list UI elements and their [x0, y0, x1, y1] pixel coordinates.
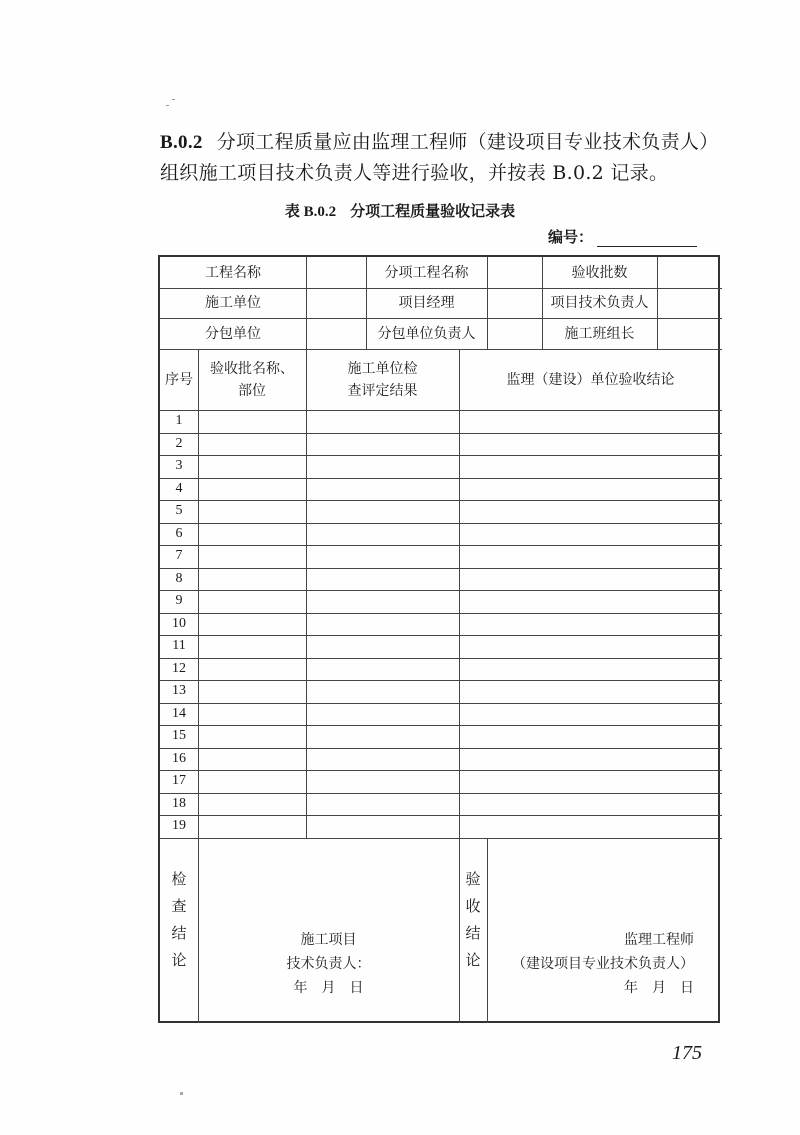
batch-name-field[interactable]	[198, 523, 306, 546]
header-seq: 序号	[165, 371, 193, 388]
row-number: 16	[172, 750, 186, 766]
header-batch-name: 验收批名称、部位	[210, 360, 294, 399]
supervisor-result-field[interactable]	[459, 703, 722, 726]
batch-name-field[interactable]	[198, 478, 306, 501]
label-char: 查	[171, 896, 187, 915]
row-number: 19	[172, 818, 186, 834]
header-contractor-result: 施工单位检查评定结果	[347, 360, 418, 399]
batch-name-field[interactable]	[198, 590, 306, 613]
batch-name-field[interactable]	[198, 545, 306, 568]
row-number: 10	[172, 615, 186, 631]
scan-speck	[180, 1092, 183, 1095]
row-number: 2	[175, 435, 183, 451]
row-number: 15	[172, 728, 186, 744]
info-label: 工程名称	[205, 264, 261, 281]
info-label: 分项工程名称	[384, 264, 469, 281]
contractor-result-field[interactable]	[306, 410, 459, 433]
batch-name-field[interactable]	[198, 455, 306, 478]
row-number: 1	[175, 413, 183, 429]
section-text: 分项工程质量应由监理工程师（建设项目专业技术负责人）组织施工项目技术负责人等进行验收，并按表 B.0.2 记录。	[160, 131, 719, 184]
supervisor-result-field[interactable]	[459, 613, 722, 636]
info-label: 施工班组长	[564, 325, 635, 342]
acceptance-record-table	[158, 255, 720, 1023]
contractor-result-field[interactable]	[306, 725, 459, 748]
supervisor-result-field[interactable]	[459, 793, 722, 816]
supervisor-result-field[interactable]	[459, 433, 722, 456]
info-value-field[interactable]	[306, 257, 366, 288]
contractor-result-field[interactable]	[306, 590, 459, 613]
batch-name-field[interactable]	[198, 793, 306, 816]
row-number: 9	[175, 593, 183, 609]
supervisor-result-field[interactable]	[459, 725, 722, 748]
batch-name-field[interactable]	[198, 680, 306, 703]
contractor-result-field[interactable]	[306, 500, 459, 523]
signature-line: 技术负责人：	[286, 955, 371, 972]
info-value-field[interactable]	[487, 257, 542, 288]
info-label: 项目技术负责人	[550, 295, 649, 311]
contractor-signature-block	[198, 928, 459, 1000]
contractor-result-field[interactable]	[306, 545, 459, 568]
contractor-result-field[interactable]	[306, 815, 459, 838]
contractor-result-field[interactable]	[306, 568, 459, 591]
supervisor-result-field[interactable]	[459, 455, 722, 478]
info-value-field[interactable]	[487, 288, 542, 318]
scan-specks	[160, 95, 190, 115]
info-value-field[interactable]	[657, 318, 722, 349]
contractor-result-field[interactable]	[306, 478, 459, 501]
batch-name-field[interactable]	[198, 568, 306, 591]
supervisor-result-field[interactable]	[459, 545, 722, 568]
check-conclusion-label	[160, 838, 198, 1024]
row-number: 18	[172, 795, 186, 811]
supervisor-result-field[interactable]	[459, 478, 722, 501]
contractor-result-field[interactable]	[306, 635, 459, 658]
label-char: 论	[171, 950, 187, 969]
batch-name-field[interactable]	[198, 410, 306, 433]
batch-name-field[interactable]	[198, 748, 306, 771]
label-char: 结	[171, 923, 187, 942]
info-value-field[interactable]	[306, 288, 366, 318]
contractor-result-field[interactable]	[306, 793, 459, 816]
info-label: 分包单位负责人	[377, 325, 476, 342]
label-char: 结	[465, 923, 481, 942]
batch-name-field[interactable]	[198, 635, 306, 658]
batch-name-field[interactable]	[198, 658, 306, 681]
acceptance-conclusion-label	[459, 838, 487, 1024]
row-number: 14	[172, 705, 186, 721]
supervisor-result-field[interactable]	[459, 748, 722, 771]
batch-name-field[interactable]	[198, 725, 306, 748]
contractor-result-field[interactable]	[306, 658, 459, 681]
contractor-result-field[interactable]	[306, 433, 459, 456]
row-number: 17	[172, 773, 186, 789]
supervisor-result-field[interactable]	[459, 500, 722, 523]
serial-blank-line[interactable]	[597, 230, 697, 247]
table-rule	[487, 257, 488, 349]
serial-label: 编号：	[548, 228, 594, 246]
page-number: 175	[672, 1042, 702, 1064]
row-number: 3	[175, 458, 183, 474]
contractor-result-field[interactable]	[306, 613, 459, 636]
signature-line: 年 月 日	[624, 979, 694, 996]
signature-line: （建设项目专业技术负责人）	[512, 955, 694, 972]
supervisor-result-field[interactable]	[459, 410, 722, 433]
supervisor-result-field[interactable]	[459, 815, 722, 838]
row-number: 8	[175, 570, 183, 586]
info-label: 项目经理	[398, 295, 455, 311]
supervisor-result-field[interactable]	[459, 680, 722, 703]
supervisor-result-field[interactable]	[459, 568, 722, 591]
info-label: 分包单位	[205, 325, 261, 342]
signature-line: 监理工程师	[624, 931, 694, 948]
signature-line: 年 月 日	[293, 979, 364, 996]
acceptance-conclusion-area[interactable]	[487, 838, 722, 1024]
section-number: B.0.2	[160, 132, 203, 153]
table-rule	[306, 349, 307, 838]
supervisor-result-field[interactable]	[459, 590, 722, 613]
contractor-result-field[interactable]	[306, 523, 459, 546]
contractor-result-field[interactable]	[306, 680, 459, 703]
batch-name-field[interactable]	[198, 500, 306, 523]
header-supervisor-result: 监理（建设）单位验收结论	[506, 371, 675, 388]
row-number: 6	[175, 525, 183, 541]
batch-name-field[interactable]	[198, 613, 306, 636]
row-number: 5	[175, 503, 183, 519]
label-char: 验	[465, 869, 481, 888]
contractor-result-field[interactable]	[306, 455, 459, 478]
table-rule	[366, 257, 367, 349]
supervisor-result-field[interactable]	[459, 523, 722, 546]
section-paragraph	[160, 127, 720, 188]
info-label: 施工单位	[205, 295, 261, 311]
contractor-result-field[interactable]	[306, 748, 459, 771]
table-number: 表 B.0.2	[284, 204, 337, 220]
supervisor-signature-block	[512, 928, 694, 1000]
info-value-field[interactable]	[657, 288, 722, 318]
table-rule	[542, 257, 543, 349]
supervisor-result-field[interactable]	[459, 635, 722, 658]
check-conclusion-area[interactable]	[198, 838, 459, 1024]
batch-name-field[interactable]	[198, 703, 306, 726]
signature-line: 施工项目	[300, 931, 357, 948]
row-number: 11	[172, 638, 186, 654]
label-char: 检	[171, 869, 187, 888]
info-label: 验收批数	[571, 264, 628, 281]
label-char: 论	[465, 950, 481, 969]
info-value-field[interactable]	[657, 257, 722, 288]
supervisor-result-field[interactable]	[459, 770, 722, 793]
supervisor-result-field[interactable]	[459, 658, 722, 681]
contractor-result-field[interactable]	[306, 770, 459, 793]
info-value-field[interactable]	[487, 318, 542, 349]
row-number: 12	[172, 660, 186, 676]
batch-name-field[interactable]	[198, 433, 306, 456]
contractor-result-field[interactable]	[306, 703, 459, 726]
row-number: 7	[175, 548, 183, 564]
row-number: 13	[172, 683, 186, 699]
batch-name-field[interactable]	[198, 770, 306, 793]
batch-name-field[interactable]	[198, 815, 306, 838]
table-title: 分项工程质量验收记录表	[350, 202, 516, 220]
serial-number-field[interactable]	[548, 226, 697, 247]
table-rule	[306, 257, 307, 349]
info-value-field[interactable]	[306, 318, 366, 349]
table-caption	[0, 200, 800, 221]
label-char: 收	[465, 896, 481, 915]
table-rule	[657, 257, 658, 349]
row-number: 4	[175, 480, 183, 496]
